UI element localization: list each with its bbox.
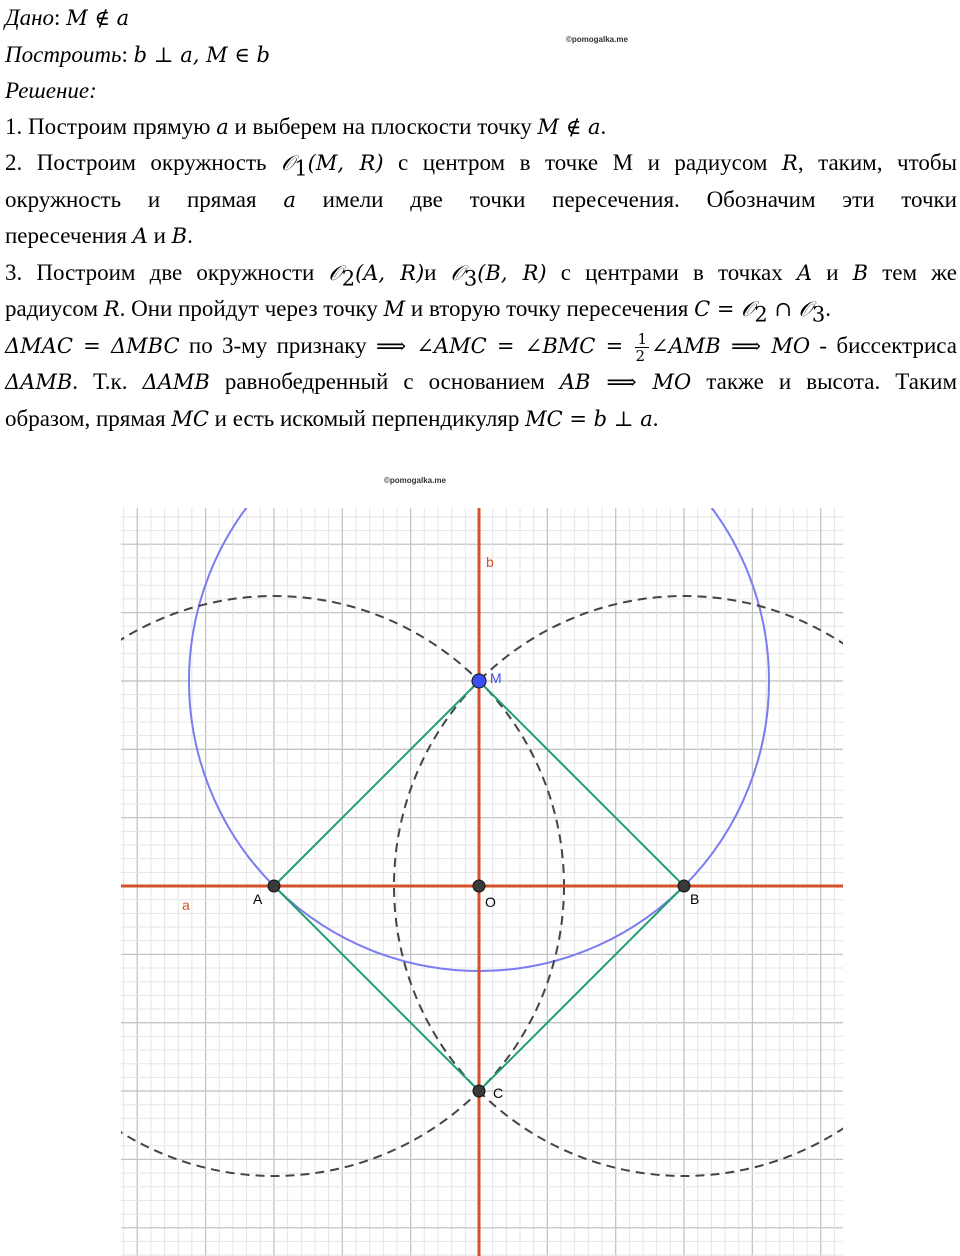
given-line: Дано: M ∉ a bbox=[5, 5, 130, 30]
point-c bbox=[473, 1085, 485, 1097]
watermark-top: ©pomogalka.me bbox=[566, 35, 628, 44]
step-3-line-2: радиусом R. Они пройдут через точку M и вторую точку пересечения C = 𝒪$_2$ ∩ 𝒪$_3$. bbox=[5, 296, 832, 327]
step-2-line-2: окружность и прямая a имели две точки пересечения. Обозначим эти точки bbox=[5, 186, 957, 212]
proof-line-3: образом, прямая MC и есть искомый перпендикуляр MC = b ⊥ a. bbox=[5, 405, 659, 431]
proof-line-2: ΔAMB. Т.к. ΔAMB равнобедренный с основанием AB ⟹ MO также и высота. Таким bbox=[5, 369, 957, 394]
point-o bbox=[473, 880, 485, 892]
label-a-point: A bbox=[253, 891, 263, 907]
proof-line-1: ΔMAC = ΔMBC по 3-му признаку ⟹ ∠AMC = ∠BMC = $\frac{1}{2}$ ∠AMB ⟹ MO - биссектриса bbox=[5, 329, 957, 365]
point-a bbox=[268, 880, 280, 892]
fraction-one-half: $\frac{1}{2}$ bbox=[635, 329, 648, 365]
label-m-point: M bbox=[490, 670, 502, 686]
given-expr: M ∉ a bbox=[66, 6, 130, 30]
label-line-b: b bbox=[486, 554, 494, 570]
construct-expr: b ⊥ a, M ∈ b bbox=[133, 42, 270, 67]
step-1: 1. Построим прямую a и выберем на плоскости точку M ∉ a. bbox=[5, 113, 607, 139]
label-c-point: C bbox=[493, 1085, 504, 1101]
step-2-line-1: 2. Построим окружность 𝒪$_1$(M, R) с центром в точке М и радиусом R, таким, чтобы bbox=[5, 150, 957, 181]
construct-line: Построить: b ⊥ a, M ∈ b bbox=[5, 41, 270, 67]
point-m bbox=[472, 674, 486, 688]
step-3-line-1: 3. Построим две окружности 𝒪$_2$(A, R)и 𝒪$_3$(B, R) с центрами в точках A и B тем же bbox=[5, 259, 957, 291]
solution-heading: Решение: bbox=[5, 78, 97, 103]
step-2-line-3: пересечения A и B. bbox=[5, 223, 193, 248]
point-b bbox=[678, 880, 690, 892]
label-o-point: O bbox=[485, 894, 496, 910]
label-line-a: a bbox=[182, 897, 190, 913]
watermark-figure: ©pomogalka.me bbox=[384, 476, 446, 485]
label-b-point: B bbox=[690, 891, 700, 907]
